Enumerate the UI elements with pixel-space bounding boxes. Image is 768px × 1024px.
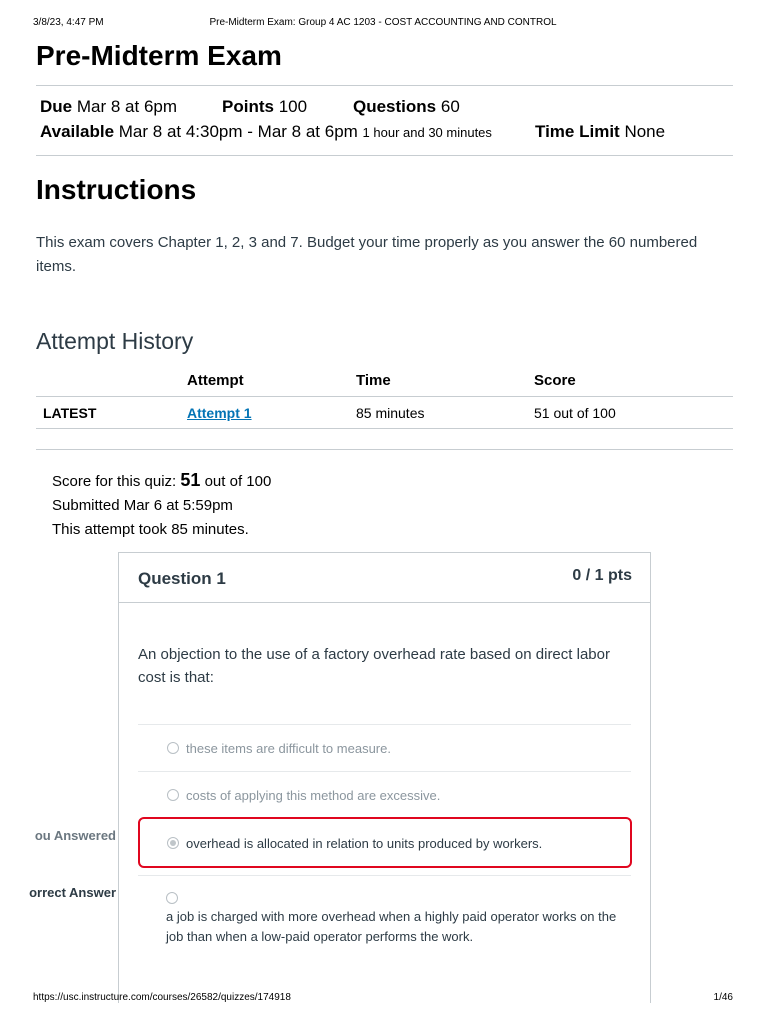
answer-text: costs of applying this method are excessive. (186, 788, 441, 803)
radio-button[interactable] (166, 892, 178, 904)
question-points: 0 / 1 pts (572, 567, 632, 584)
answer-option-correct[interactable] (138, 875, 631, 956)
due-label: Due (40, 97, 73, 116)
answer-text: a job is charged with more overhead when a highly paid operator works on the job than when a low-paid operator performs the work. (166, 909, 617, 944)
due-value: Mar 8 at 6pm (76, 97, 178, 116)
correct-answer-label (0, 885, 118, 900)
time-limit-detail (535, 122, 665, 142)
column-header-attempt: Attempt (187, 365, 356, 397)
attempt-history-table (36, 365, 733, 429)
answer-option[interactable] (138, 724, 631, 771)
submitted-text: Submitted Mar 6 at 5:59pm (52, 497, 233, 514)
column-header (36, 365, 187, 397)
question-title: Question 1 (138, 569, 226, 588)
questions-detail (353, 97, 460, 117)
print-page-number: 1/46 (713, 992, 733, 1003)
question-text: An objection to the use of a factory overhead rate based on direct labor cost is that: (138, 646, 610, 686)
attempt-history-heading: Attempt History (36, 328, 194, 354)
question-header (119, 553, 650, 603)
score-value: 51 (180, 470, 201, 490)
points-value: 100 (278, 97, 308, 116)
attempt-duration-text: This attempt took 85 minutes. (52, 521, 249, 538)
correct-answer-text: orrect Answer (29, 885, 116, 900)
table-row (36, 397, 733, 429)
page-title: Pre-Midterm Exam (36, 40, 282, 71)
available-value: Mar 8 at 4:30pm - Mar 8 at 6pm (118, 122, 358, 141)
radio-button[interactable] (167, 742, 179, 754)
print-url: https://usc.instructure.com/courses/26582/quizzes/174918 (33, 992, 291, 1003)
wrong-answer-highlight (138, 817, 632, 868)
attempt-link[interactable]: Attempt 1 (187, 404, 252, 421)
radio-button[interactable] (167, 789, 179, 801)
availability-detail (40, 122, 492, 142)
question-card (118, 552, 651, 1003)
quiz-details-row-1 (40, 97, 177, 117)
attempt-score: 51 out of 100 (534, 397, 733, 429)
available-duration: 1 hour and 30 minutes (362, 125, 492, 140)
instructions-heading: Instructions (36, 174, 197, 205)
points-detail (222, 97, 307, 117)
time-limit-label: Time Limit (535, 122, 620, 141)
answer-text: these items are difficult to measure. (186, 741, 391, 756)
answer-option[interactable] (138, 771, 631, 818)
attempt-time: 85 minutes (356, 397, 534, 429)
answer-text: overhead is allocated in relation to units produced by workers. (186, 836, 543, 851)
table-header-row (36, 365, 733, 397)
attempt-row-label: LATEST (36, 397, 187, 429)
score-prefix: Score for this quiz: (52, 473, 181, 490)
print-document-title: Pre-Midterm Exam: Group 4 AC 1203 - COST ACCOUNTING AND CONTROL (209, 17, 557, 28)
questions-label: Questions (353, 97, 437, 116)
instructions-text: This exam covers Chapter 1, 2, 3 and 7. Budget your time properly as you answer the 60 numbered items. (36, 234, 698, 275)
divider (36, 155, 733, 156)
you-answered-text: ou Answered (34, 828, 116, 843)
divider (36, 85, 733, 86)
divider (36, 449, 733, 450)
column-header-score: Score (534, 365, 733, 397)
score-summary (52, 468, 271, 542)
available-label: Available (40, 122, 115, 141)
time-limit-value: None (624, 122, 666, 141)
score-line (52, 468, 271, 494)
you-answered-label (0, 828, 118, 843)
column-header-time: Time (356, 365, 534, 397)
print-datetime: 3/8/23, 4:47 PM (33, 17, 104, 28)
score-suffix: out of 100 (200, 473, 272, 490)
points-label: Points (222, 97, 274, 116)
questions-value: 60 (440, 97, 460, 116)
